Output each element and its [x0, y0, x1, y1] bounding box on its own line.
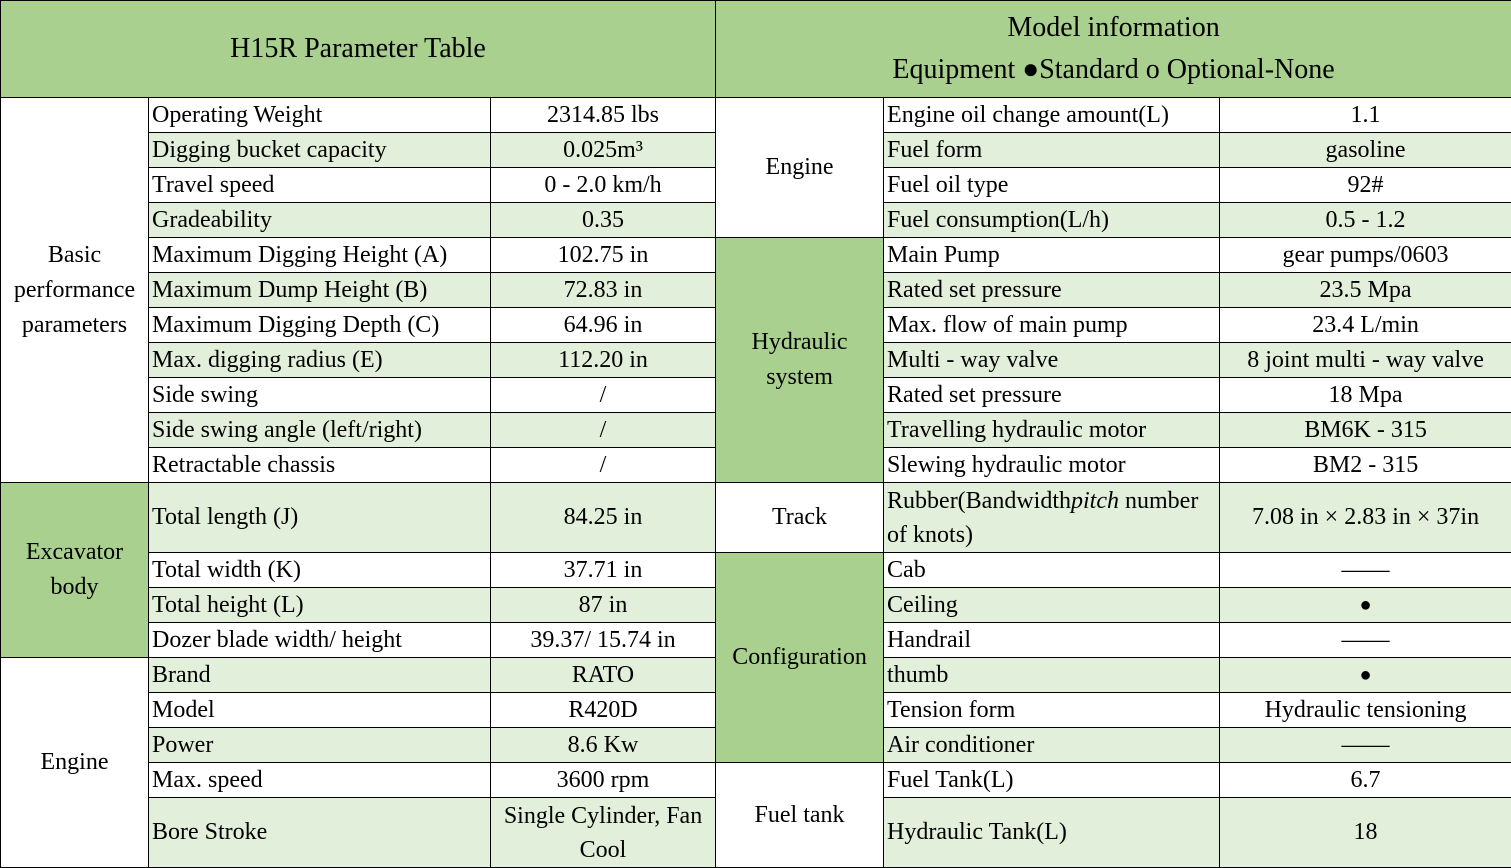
param-value: RATO	[491, 658, 716, 693]
param-value: ——	[1220, 553, 1511, 588]
param-value: 102.75 in	[491, 238, 716, 273]
param-value: 92#	[1220, 168, 1511, 203]
param-value: 2314.85 lbs	[491, 98, 716, 133]
param-label: Gradeability	[149, 203, 491, 238]
header-row	[1, 1, 1511, 98]
param-label: Fuel form	[884, 133, 1220, 168]
param-label: Slewing hydraulic motor	[884, 448, 1220, 483]
param-label: Fuel Tank(L)	[884, 763, 1220, 798]
track-label-part: Rubber(Bandwidth	[887, 487, 1072, 514]
param-label: Fuel oil type	[884, 168, 1220, 203]
table-row	[1, 98, 1511, 133]
param-label: Operating Weight	[149, 98, 491, 133]
category-engine-left: Engine	[1, 658, 149, 868]
param-value: /	[491, 448, 716, 483]
model-information-title	[716, 1, 1511, 98]
table-row	[1, 763, 1511, 798]
category-basic-performance: Basic performance parameters	[1, 98, 149, 483]
param-label: Rated set pressure	[884, 273, 1220, 308]
category-hydraulic-system: Hydraulic system	[716, 238, 884, 483]
param-label: Total length (J)	[149, 483, 491, 553]
param-value: 64.96 in	[491, 308, 716, 343]
param-label: Engine oil change amount(L)	[884, 98, 1220, 133]
param-label: Maximum Dump Height (B)	[149, 273, 491, 308]
param-value: R420D	[491, 693, 716, 728]
param-label: Rated set pressure	[884, 378, 1220, 413]
param-label: Maximum Digging Depth (C)	[149, 308, 491, 343]
category-configuration: Configuration	[716, 553, 884, 763]
track-label-part: number of knots)	[887, 487, 1199, 548]
param-label: Handrail	[884, 623, 1220, 658]
param-label: Side swing angle (left/right)	[149, 413, 491, 448]
param-label: Dozer blade width/ height	[149, 623, 491, 658]
param-label: Max. flow of main pump	[884, 308, 1220, 343]
param-label: Digging bucket capacity	[149, 133, 491, 168]
param-label: Air conditioner	[884, 728, 1220, 763]
param-value: Hydraulic tensioning	[1220, 693, 1511, 728]
param-label: Max. speed	[149, 763, 491, 798]
param-label: Travel speed	[149, 168, 491, 203]
param-label: Model	[149, 693, 491, 728]
param-value: 8 joint multi - way valve	[1220, 343, 1511, 378]
param-value: ——	[1220, 728, 1511, 763]
category-fuel-tank: Fuel tank	[716, 763, 884, 868]
param-value: 72.83 in	[491, 273, 716, 308]
param-value: /	[491, 413, 716, 448]
track-label	[884, 483, 1220, 553]
param-label: Travelling hydraulic motor	[884, 413, 1220, 448]
param-label: Side swing	[149, 378, 491, 413]
param-value: 0.5 - 1.2	[1220, 203, 1511, 238]
param-value: 0.35	[491, 203, 716, 238]
param-value: 18	[1220, 798, 1511, 868]
param-value: 7.08 in × 2.83 in × 37in	[1220, 483, 1511, 553]
table-row	[1, 483, 1511, 553]
category-engine-right: Engine	[716, 98, 884, 238]
standard-dot: ●	[1220, 588, 1511, 623]
param-label: Power	[149, 728, 491, 763]
param-value: 23.4 L/min	[1220, 308, 1511, 343]
param-label: Hydraulic Tank(L)	[884, 798, 1220, 868]
param-label: Main Pump	[884, 238, 1220, 273]
param-label: Total width (K)	[149, 553, 491, 588]
table-row	[1, 553, 1511, 588]
table-row	[1, 238, 1511, 273]
parameter-table-title: H15R Parameter Table	[1, 1, 716, 98]
param-value: 37.71 in	[491, 553, 716, 588]
param-value: 18 Mpa	[1220, 378, 1511, 413]
param-value: ——	[1220, 623, 1511, 658]
param-label: Retractable chassis	[149, 448, 491, 483]
param-label: Brand	[149, 658, 491, 693]
param-value: 3600 rpm	[491, 763, 716, 798]
param-value: 6.7	[1220, 763, 1511, 798]
param-value: 84.25 in	[491, 483, 716, 553]
param-label: Cab	[884, 553, 1220, 588]
category-track: Track	[716, 483, 884, 553]
param-value: 0.025m³	[491, 133, 716, 168]
category-excavator-body: Excavator body	[1, 483, 149, 658]
param-value: 0 - 2.0 km/h	[491, 168, 716, 203]
model-information-line: Model information	[1007, 12, 1220, 43]
param-value: 112.20 in	[491, 343, 716, 378]
param-label: thumb	[884, 658, 1220, 693]
param-value: /	[491, 378, 716, 413]
param-label: Tension form	[884, 693, 1220, 728]
equipment-legend: Equipment ●Standard o Optional-None	[892, 54, 1335, 85]
param-label: Max. digging radius (E)	[149, 343, 491, 378]
param-value: 1.1	[1220, 98, 1511, 133]
param-value: BM2 - 315	[1220, 448, 1511, 483]
param-value: BM6K - 315	[1220, 413, 1511, 448]
param-value: Single Cylinder, Fan Cool	[491, 798, 716, 868]
param-value: gasoline	[1220, 133, 1511, 168]
param-value: 23.5 Mpa	[1220, 273, 1511, 308]
param-value: 39.37/ 15.74 in	[491, 623, 716, 658]
standard-dot: ●	[1220, 658, 1511, 693]
track-label-italic: pitch	[1071, 487, 1120, 514]
param-label: Bore Stroke	[149, 798, 491, 868]
param-value: 8.6 Kw	[491, 728, 716, 763]
param-label: Total height (L)	[149, 588, 491, 623]
param-label: Fuel consumption(L/h)	[884, 203, 1220, 238]
param-value: 87 in	[491, 588, 716, 623]
param-label: Multi - way valve	[884, 343, 1220, 378]
param-label: Maximum Digging Height (A)	[149, 238, 491, 273]
param-value: gear pumps/0603	[1220, 238, 1511, 273]
param-label: Ceiling	[884, 588, 1220, 623]
